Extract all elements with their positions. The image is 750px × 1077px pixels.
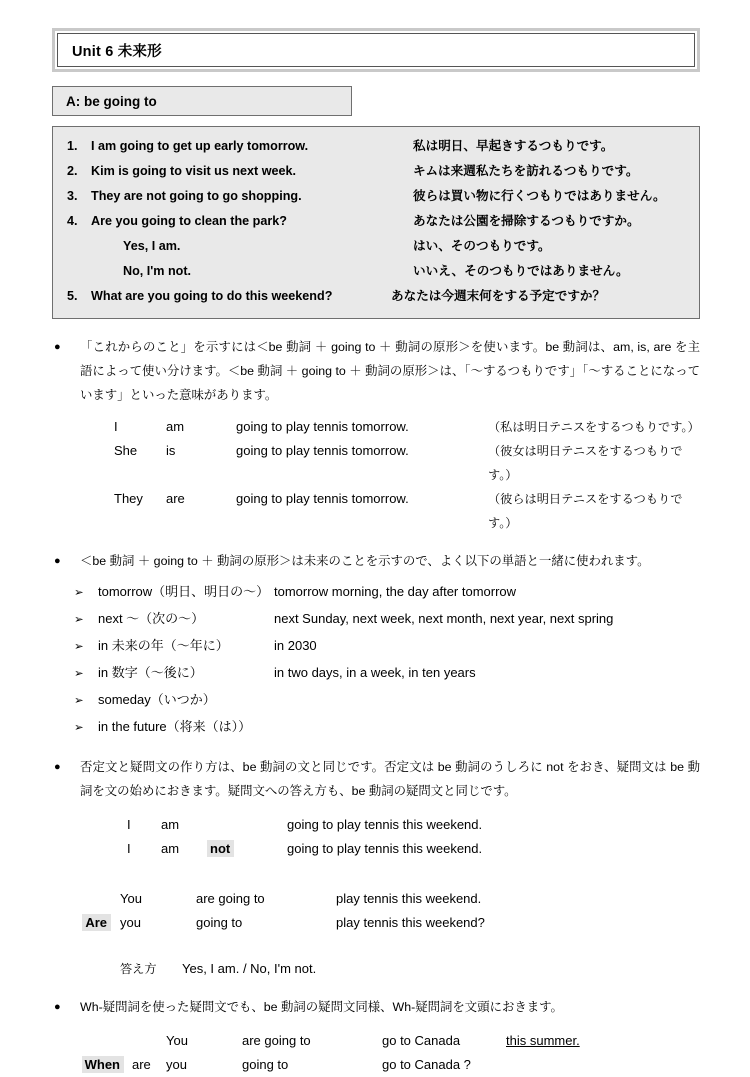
- example-number: 1.: [67, 139, 78, 153]
- example-japanese: 彼らは買い物に行くつもりではありません。: [413, 189, 666, 203]
- predicate-cell: play tennis this weekend?: [336, 915, 485, 930]
- explanation-block-3: [52, 755, 700, 803]
- example-japanese: キムは来週私たちを訪れるつもりです。: [413, 164, 639, 178]
- list-item-term: in 未来の年（〜年に）: [98, 638, 229, 653]
- explanation-block-2: [52, 549, 700, 573]
- negation-cell: [207, 837, 287, 861]
- list-item-desc: tomorrow morning, the day after tomorrow: [274, 584, 517, 599]
- translation-cell: （彼らは明日テニスをするつもりです。）: [488, 492, 683, 530]
- example-english: No, I'm not.: [123, 264, 192, 278]
- unit-title-inner: [57, 33, 695, 67]
- translation-cell: （私は明日テニスをするつもりです。）: [488, 420, 700, 434]
- question-form-grid: [52, 887, 700, 935]
- wh-question-grid: [52, 1029, 700, 1077]
- answer-label: 答え方: [120, 962, 157, 976]
- unit-title-box: [52, 28, 700, 72]
- section-label: A: be going to: [66, 93, 157, 109]
- example-answer-row: [67, 260, 687, 285]
- conjugation-row: [114, 439, 700, 487]
- subject-cell: You: [120, 891, 142, 906]
- subject-cell: I: [127, 841, 131, 856]
- arrow-bullet-icon: ➢: [74, 695, 84, 707]
- predicate-cell: going to play tennis tomorrow.: [236, 443, 409, 458]
- example-number: 4.: [67, 214, 78, 228]
- example-answer-row: [67, 235, 687, 260]
- arrow-bullet-icon: ➢: [74, 722, 84, 734]
- wh-word-cell: [72, 1053, 132, 1077]
- fronted-verb-cell: [72, 911, 120, 935]
- time-expression-list: [52, 579, 700, 741]
- subject-cell: I: [127, 817, 131, 832]
- example-number: 3.: [67, 189, 78, 203]
- be-verb-cell: is: [166, 443, 176, 458]
- example-row: [67, 185, 687, 210]
- explanation-paragraph: 「これからのこと」を示すには＜be 動詞 ＋ going to ＋ 動詞の原形＞を使います。be 動詞は、am, is, are を主語によって使い分けます。＜be 動詞 ＋ going to ＋ 動詞の原形＞は、「〜するつもりです」「〜することになっています」といった意味があります。: [80, 340, 700, 402]
- predicate-cell: play tennis this weekend.: [336, 891, 482, 906]
- explanation-paragraph: Wh-疑問詞を使った疑問文でも、be 動詞の疑問文同様、Wh-疑問詞を文頭におきます。: [80, 1000, 563, 1014]
- negative-row: [127, 813, 700, 837]
- example-row: [67, 135, 687, 160]
- example-japanese: いいえ、そのつもりではありません。: [413, 264, 629, 278]
- answer-text: Yes, I am. / No, I'm not.: [182, 961, 317, 976]
- highlighted-not: not: [207, 840, 234, 857]
- wh-question-row: [72, 1029, 700, 1053]
- bullet-dot-icon: ●: [54, 341, 61, 353]
- be-verb-cell: are: [132, 1057, 151, 1072]
- arrow-bullet-icon: ➢: [74, 587, 84, 599]
- negative-row: [127, 837, 700, 861]
- example-english: They are not going to go shopping.: [91, 189, 302, 203]
- example-english: Kim is going to visit us next week.: [91, 164, 297, 178]
- list-item-term: someday（いつか）: [98, 692, 216, 707]
- explanation-body: [80, 335, 700, 407]
- predicate-cell: going to play tennis tomorrow.: [236, 419, 409, 434]
- conjugation-row: [114, 415, 700, 439]
- subject-cell: I: [114, 419, 118, 434]
- predicate-cell: going to play tennis tomorrow.: [236, 491, 409, 506]
- example-english: Yes, I am.: [123, 239, 181, 253]
- list-item-desc: in two days, in a week, in ten years: [274, 665, 476, 680]
- example-sentences-panel: [52, 126, 700, 319]
- example-english: I am going to get up early tomorrow.: [91, 139, 309, 153]
- answer-row: [120, 957, 700, 981]
- bullet-dot-icon: ●: [54, 555, 61, 567]
- aux-cell: are going to: [242, 1033, 311, 1048]
- list-item-desc: next Sunday, next week, next month, next year, next spring: [274, 611, 614, 626]
- page-title: Unit 6 未来形: [72, 43, 162, 60]
- example-number: 5.: [67, 289, 78, 303]
- wh-question-row: [72, 1053, 700, 1077]
- highlighted-are: Are: [82, 914, 111, 931]
- explanation-block-4: [52, 995, 700, 1019]
- negative-form-grid: [52, 813, 700, 861]
- subject-cell: you: [166, 1057, 187, 1072]
- example-row: [67, 210, 687, 235]
- question-row: [72, 911, 700, 935]
- subject-cell: you: [120, 915, 141, 930]
- list-item: [52, 633, 700, 660]
- verb-phrase-cell: go to Canada: [382, 1033, 461, 1048]
- example-number: 2.: [67, 164, 78, 178]
- arrow-bullet-icon: ➢: [74, 614, 84, 626]
- arrow-bullet-icon: ➢: [74, 668, 84, 680]
- list-item-term: in the future（将来（は））: [98, 719, 252, 734]
- question-row: [72, 887, 700, 911]
- list-item: [52, 606, 700, 633]
- be-verb-cell: am: [161, 841, 180, 856]
- example-japanese: あなたは今週末何をする予定ですか？: [391, 289, 606, 303]
- explanation-body: [80, 995, 700, 1019]
- be-verb-cell: are: [166, 491, 185, 506]
- list-item-term: next 〜（次の〜）: [98, 611, 205, 626]
- list-item: [52, 687, 700, 714]
- section-header-box: [52, 86, 352, 116]
- list-item: [52, 579, 700, 606]
- subject-cell: She: [114, 443, 138, 458]
- aux-cell: going to: [196, 915, 243, 930]
- explanation-body: [80, 549, 700, 573]
- arrow-bullet-icon: ➢: [74, 641, 84, 653]
- example-english: What are you going to do this weekend?: [91, 289, 333, 303]
- conjugation-grid: [52, 415, 700, 535]
- list-item-term: tomorrow（明日、明日の〜）: [98, 584, 270, 599]
- example-japanese: あなたは公園を掃除するつもりですか。: [413, 214, 640, 228]
- bullet-dot-icon: ●: [54, 761, 61, 773]
- explanation-paragraph: 否定文と疑問文の作り方は、be 動詞の文と同じです。否定文は be 動詞のうしろに not をおき、疑問文は be 動詞を文の始めにおきます。疑問文への答え方も、be 動詞の疑問文と同じです。: [80, 760, 700, 798]
- explanation-body: [80, 755, 700, 803]
- verb-phrase-cell: go to Canada ?: [382, 1057, 471, 1072]
- answer-pattern-grid: [52, 957, 700, 981]
- be-verb-cell: am: [161, 817, 180, 832]
- example-row: [67, 285, 687, 310]
- subject-cell: They: [114, 491, 143, 506]
- predicate-cell: going to play tennis this weekend.: [287, 841, 483, 856]
- bullet-dot-icon: ●: [54, 1001, 61, 1013]
- conjugation-row: [114, 487, 700, 535]
- time-phrase-cell: [506, 1029, 700, 1053]
- translation-cell: （彼女は明日テニスをするつもりです。）: [488, 444, 683, 482]
- example-row: [67, 160, 687, 185]
- be-verb-cell: am: [166, 419, 185, 434]
- explanation-block-1: [52, 335, 700, 407]
- underlined-time-phrase: this summer.: [506, 1033, 580, 1048]
- aux-cell: going to: [242, 1057, 289, 1072]
- predicate-cell: going to play tennis this weekend.: [287, 817, 483, 832]
- list-item-term: in 数字（〜後に）: [98, 665, 203, 680]
- list-item-desc: in 2030: [274, 638, 317, 653]
- example-japanese: 私は明日、早起きするつもりです。: [413, 139, 614, 153]
- aux-cell: are going to: [196, 891, 265, 906]
- example-english: Are you going to clean the park?: [91, 214, 287, 228]
- explanation-paragraph: ＜be 動詞 ＋ going to ＋ 動詞の原形＞は未来のことを示すので、よく以下の単語と一緒に使われます。: [80, 554, 650, 568]
- example-japanese: はい、そのつもりです。: [413, 239, 551, 253]
- list-item: [52, 660, 700, 687]
- highlighted-when: When: [82, 1056, 124, 1073]
- list-item: [52, 714, 700, 741]
- subject-cell: You: [166, 1033, 188, 1048]
